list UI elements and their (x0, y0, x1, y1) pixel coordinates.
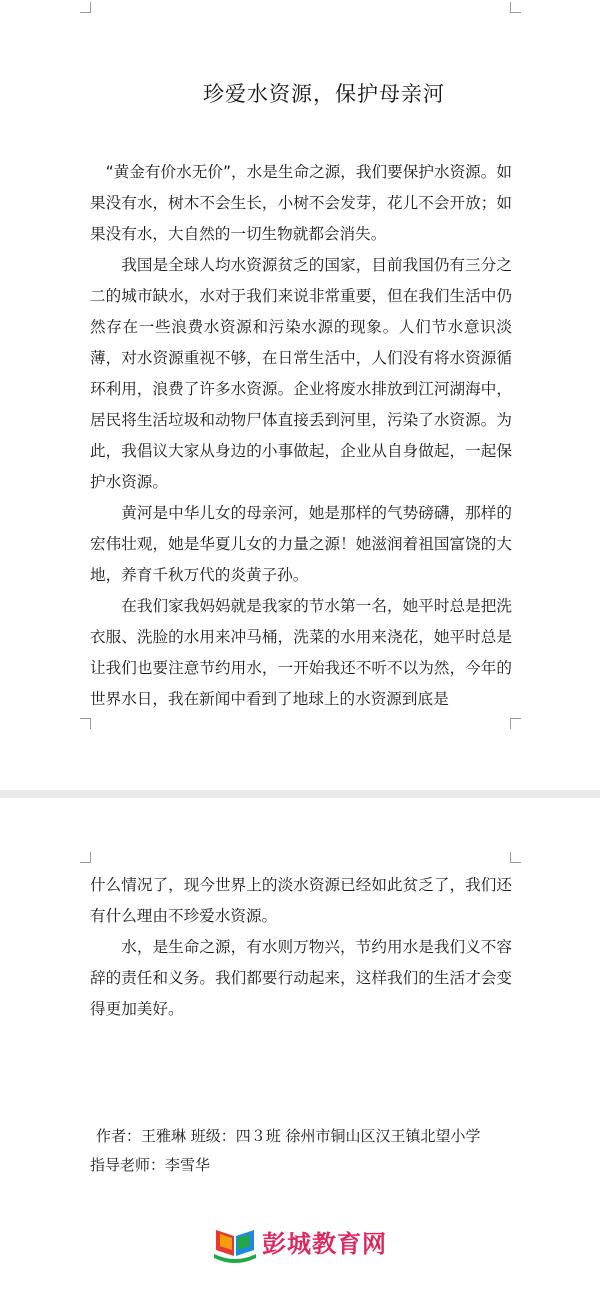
open-book-icon (212, 1220, 258, 1266)
crop-mark-bottom-right (510, 718, 521, 729)
teacher-line: 指导老师：李雪华 (90, 1156, 211, 1174)
paragraph-5: 什么情况了，现今世界上的淡水资源已经如此贫乏了，我们还有什么理由不珍爱水资源。 (90, 876, 512, 925)
crop-mark-top-right (510, 2, 521, 13)
page-2-body (90, 870, 512, 1025)
site-logo (212, 1220, 412, 1266)
paragraph-4: 在我们家我妈妈就是我家的节水第一名，她平时总是把洗衣服、洗脸的水用来冲马桶，洗菜的水用来浇花，她平时总是让我们也要注意节约用水，一开始我还不听不以为然，今年的世界水日，我在新闻中看到了地球上的水资源到底是 (90, 597, 512, 708)
author-line: 作者：王雅琳 班级：四３班 徐州市铜山区汉王镇北望小学 (96, 1127, 481, 1145)
crop-mark-top-left (80, 852, 91, 863)
crop-mark-top-left (80, 2, 91, 13)
logo-text: 彭城教育网 (262, 1230, 387, 1258)
paragraph-1: “黄金有价水无价”，水是生命之源，我们要保护水资源。如果没有水，树木不会生长，小树不会发芽，花儿不会开放；如果没有水，大自然的一切生物就都会消失。 (90, 163, 512, 243)
paragraph-6: 水，是生命之源，有水则万物兴，节约用水是我们义不容辞的责任和义务。我们都要行动起来，这样我们的生活才会变得更加美好。 (90, 938, 512, 1018)
document-title: 珍爱水资源，保护母亲河 (203, 82, 445, 106)
crop-mark-top-right (510, 852, 521, 863)
paragraph-3: 黄河是中华儿女的母亲河，她是那样的气势磅礴，那样的宏伟壮观，她是华夏儿女的力量之源！她滋润着祖国富饶的大地，养育千秋万代的炎黄子孙。 (90, 504, 512, 584)
author-block (90, 1122, 550, 1180)
page-1-body (90, 157, 512, 715)
page-separator (0, 790, 600, 798)
crop-mark-bottom-left (80, 718, 91, 729)
paragraph-2: 我国是全球人均水资源贫乏的国家，目前我国仍有三分之二的城市缺水，水对于我们来说非常重要，但在我们生活中仍然存在一些浪费水资源和污染水源的现象。人们节水意识淡薄，对水资源重视不够，在日常生活中，人们没有将水资源循环利用，浪费了许多水资源。企业将废水排放到江河湖海中，居民将生活垃圾和动物尸体直接丢到河里，污染了水资源。为此，我倡议大家从身边的小事做起，企业从自身做起，一起保护水资源。 (90, 256, 512, 491)
